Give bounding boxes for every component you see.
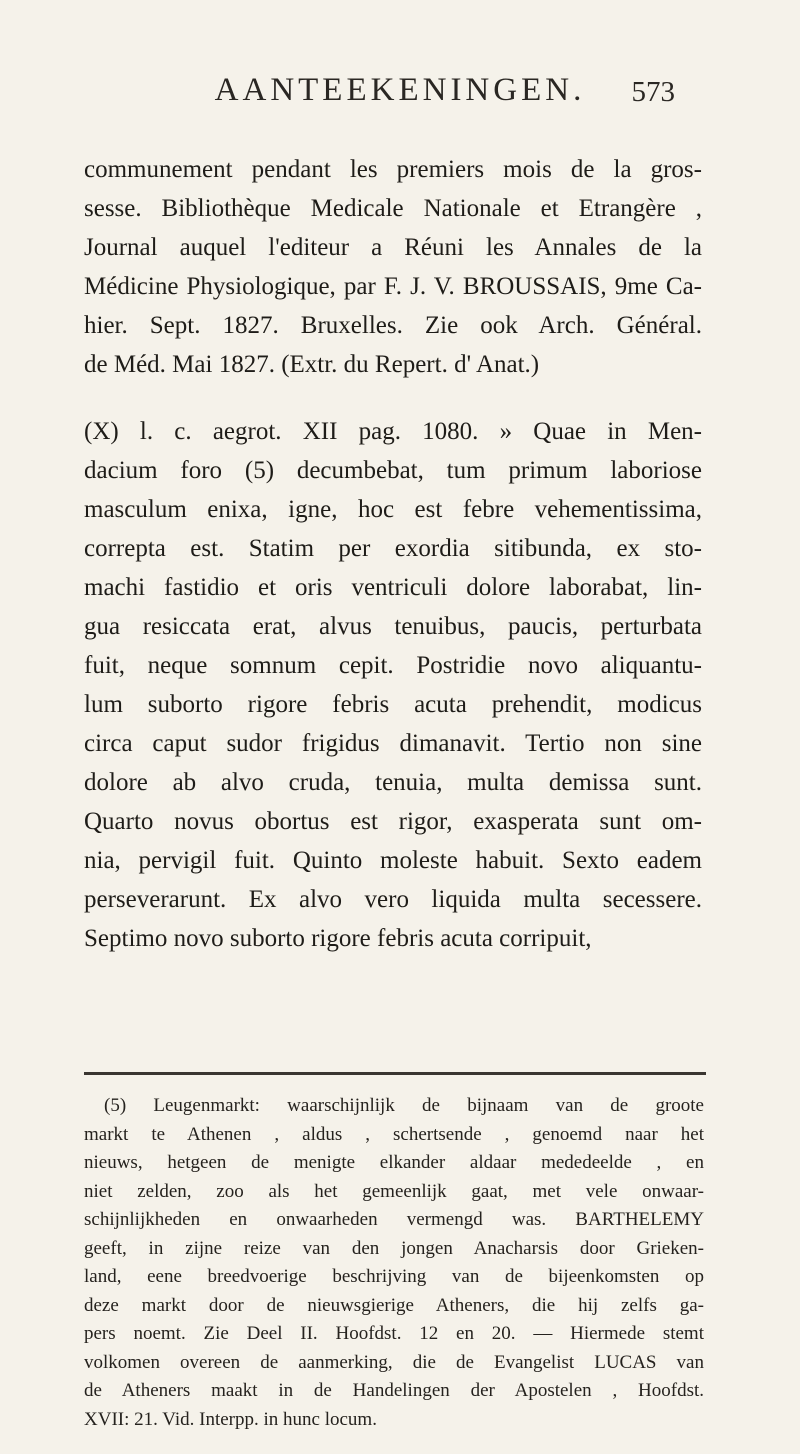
text-line: hier. Sept. 1827. Bruxelles. Zie ook Arch. Général. [84, 312, 702, 339]
footnote [84, 1092, 704, 1434]
footnote-line: XVII: 21. Vid. Interpp. in hunc locum. [84, 1408, 377, 1430]
footnote-line: volkomen overeen de aanmerking, die de Evangelist LUCAS van [84, 1351, 704, 1373]
footnote-line: pers noemt. Zie Deel II. Hoofdst. 12 en 20. — Hiermede stemt [84, 1323, 704, 1344]
main-text [84, 150, 702, 958]
running-head: AANTEEKENINGEN. [214, 72, 586, 108]
text-line: communement pendant les premiers mois de la gros- [84, 156, 702, 183]
text-line: lum suborto rigore febris acuta prehendit, modicus [84, 691, 702, 718]
text-line: sesse. Bibliothèque Medicale Nationale et Etrangère , [84, 195, 702, 222]
text-line: Quarto novus obortus est rigor, exasperata sunt om- [84, 808, 702, 835]
text-line: gua resiccata erat, alvus tenuibus, paucis, perturbata [84, 613, 702, 640]
text-line: nia, pervigil fuit. Quinto moleste habuit. Sexto eadem [84, 847, 702, 874]
paragraph-2 [84, 412, 702, 958]
page-header [0, 72, 800, 132]
text-line: correpta est. Statim per exordia sitibunda, ex sto- [84, 535, 702, 562]
paragraph-1 [84, 150, 702, 384]
footnote-line: land, eene breedvoerige beschrijving van de bijeenkomsten op [84, 1266, 704, 1287]
text-line: Septimo novo suborto rigore febris acuta corripuit, [84, 925, 592, 952]
footnote-line: deze markt door de nieuwsgierige Atheners, die hij zelfs ga- [84, 1294, 704, 1316]
footnote-line: (5) Leugenmarkt: waarschijnlijk de bijnaam van de groote [104, 1095, 704, 1116]
footnote-divider [84, 1072, 706, 1075]
footnote-line: geeft, in zijne reize van den jongen Anacharsis door Grieken- [84, 1237, 704, 1259]
footnote-line: schijnlijkheden en onwaarheden vermengd was. BARTHELEMY [84, 1209, 704, 1230]
page-number: 573 [631, 76, 675, 108]
footnote-line: markt te Athenen , aldus , schertsende , genoemd naar het [84, 1123, 704, 1145]
footnote-line: nieuws, hetgeen de menigte elkander aldaar mededeelde , en [84, 1152, 704, 1173]
text-line: fuit, neque somnum cepit. Postridie novo aliquantu- [84, 652, 702, 679]
text-line: dolore ab alvo cruda, tenuia, multa demissa sunt. [84, 769, 702, 796]
text-line: masculum enixa, igne, hoc est febre vehementissima, [84, 496, 702, 523]
text-line: dacium foro (5) decumbebat, tum primum laboriose [84, 457, 702, 484]
footnote-line: niet zelden, zoo als het gemeenlijk gaat, met vele onwaar- [84, 1180, 704, 1202]
text-line: perseverarunt. Ex alvo vero liquida multa secessere. [84, 886, 702, 913]
text-line: Médicine Physiologique, par F. J. V. BROUSSAIS, 9me Ca- [84, 273, 702, 300]
text-line: Journal auquel l'editeur a Réuni les Annales de la [84, 234, 702, 261]
footnote-line: de Atheners maakt in de Handelingen der Apostelen , Hoofdst. [84, 1380, 704, 1401]
text-line: (X) l. c. aegrot. XII pag. 1080. » Quae in Men- [84, 418, 702, 445]
text-line: de Méd. Mai 1827. (Extr. du Repert. d' Anat.) [84, 351, 540, 378]
text-line: machi fastidio et oris ventriculi dolore laborabat, lin- [84, 574, 702, 601]
text-line: circa caput sudor frigidus dimanavit. Tertio non sine [84, 730, 702, 757]
